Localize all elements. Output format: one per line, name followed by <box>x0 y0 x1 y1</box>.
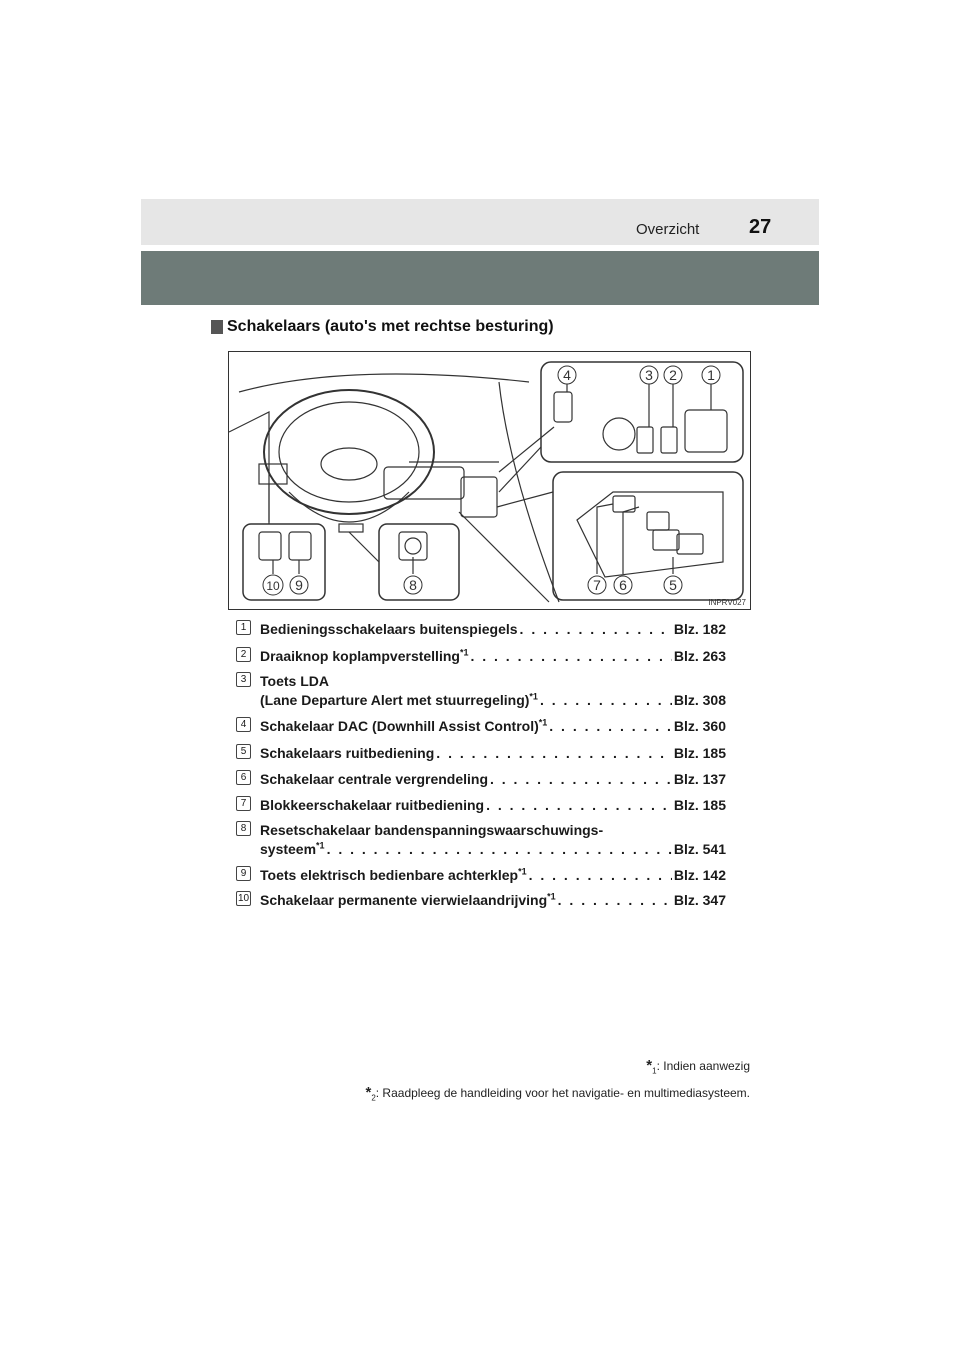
header-band <box>141 199 819 245</box>
list-item <box>236 672 726 710</box>
callout-2 <box>664 366 682 384</box>
svg-text:4: 4 <box>563 367 571 383</box>
svg-text:10: 10 <box>266 579 280 593</box>
dashboard-drawing <box>229 352 750 609</box>
list-item <box>236 770 726 789</box>
leader-dots <box>490 770 672 789</box>
page-reference: Blz. 185 <box>673 745 726 761</box>
item-label: Bedieningsschakelaars buitenspiegels <box>260 621 518 637</box>
item-label: Toets LDA <box>260 673 329 689</box>
leader-dots <box>529 866 672 885</box>
svg-text:7: 7 <box>593 577 601 593</box>
section-heading <box>211 318 554 336</box>
footnote-ref: *1 <box>547 891 556 902</box>
page-reference: Blz. 541 <box>673 841 726 857</box>
item-number-badge: 6 <box>236 770 251 785</box>
item-number-badge: 5 <box>236 744 251 759</box>
footnote-ref: *1 <box>316 840 325 851</box>
item-number-badge: 2 <box>236 647 251 662</box>
heading-square-icon <box>211 320 223 334</box>
callout-5 <box>664 576 682 594</box>
svg-text:8: 8 <box>409 577 417 593</box>
list-item <box>236 821 726 859</box>
leader-dots <box>549 717 672 736</box>
page-reference: Blz. 185 <box>673 797 726 813</box>
chapter-bar <box>141 251 819 305</box>
list-item <box>236 744 726 763</box>
svg-text:1: 1 <box>707 367 715 383</box>
footnote-ref: *1 <box>529 691 538 702</box>
svg-text:5: 5 <box>669 577 677 593</box>
list-item <box>236 796 726 815</box>
footnote-ref: *1 <box>538 717 548 728</box>
leader-dots <box>436 744 672 763</box>
list-item <box>236 866 726 885</box>
page-reference: Blz. 142 <box>673 867 726 883</box>
list-item <box>236 891 726 910</box>
callout-4 <box>558 366 576 384</box>
item-label: Schakelaar permanente vierwielaandrijving$^{*1}$ <box>260 891 556 908</box>
callout-8 <box>404 576 422 594</box>
item-number-badge: 1 <box>236 620 251 635</box>
item-number-badge: 7 <box>236 796 251 811</box>
svg-text:2: 2 <box>669 367 677 383</box>
page-reference: Blz. 137 <box>673 771 726 787</box>
leader-dots <box>540 691 672 710</box>
page-number: 27 <box>749 216 772 238</box>
page-reference: Blz. 360 <box>673 718 726 734</box>
item-number-badge: 8 <box>236 821 251 836</box>
leader-dots <box>486 796 672 815</box>
item-label: Schakelaar DAC (Downhill Assist Control)$^{*1}$ <box>260 717 548 734</box>
svg-text:6: 6 <box>619 577 627 593</box>
list-item <box>236 647 726 666</box>
item-label: (Lane Departure Alert met stuurregeling)$^{*1}$ <box>260 691 538 708</box>
svg-text:9: 9 <box>295 577 303 593</box>
list-item <box>236 717 726 736</box>
figure-code: INPRV027 <box>708 598 746 607</box>
switches-illustration <box>228 351 751 610</box>
item-number-badge: 4 <box>236 717 251 732</box>
callout-6 <box>614 576 632 594</box>
leader-dots <box>520 620 672 639</box>
callout-7 <box>588 576 606 594</box>
item-label: Schakelaar centrale vergrendeling <box>260 771 488 787</box>
item-label: Resetschakelaar bandenspanningswaarschuwings- <box>260 822 604 838</box>
leader-dots <box>470 647 671 666</box>
item-label: Schakelaars ruitbediening <box>260 745 435 761</box>
svg-text:3: 3 <box>645 367 653 383</box>
page-reference: Blz. 182 <box>673 621 726 637</box>
leader-dots <box>558 891 672 910</box>
item-label: Toets elektrisch bedienbare achterklep$^{*1}$ <box>260 866 527 883</box>
page-reference: Blz. 263 <box>673 648 726 664</box>
item-number-badge: 9 <box>236 866 251 881</box>
footnote-ref: *1 <box>459 647 469 658</box>
callout-9 <box>290 576 308 594</box>
footnote: $*_1$: Indien aanwezig <box>646 1057 750 1076</box>
list-item <box>236 620 726 639</box>
item-label: Draaiknop koplampverstelling$^{*1}$ <box>260 647 469 664</box>
callout-3 <box>640 366 658 384</box>
callout-1 <box>702 366 720 384</box>
footnotes <box>365 1055 750 1110</box>
item-label: Blokkeerschakelaar ruitbediening <box>260 797 485 813</box>
section-label: Overzicht <box>636 221 700 238</box>
page-reference: Blz. 308 <box>673 692 726 708</box>
leader-dots <box>327 840 672 859</box>
section-heading-text: Schakelaars (auto's met rechtse besturing) <box>227 318 554 335</box>
footnote: $*_2$: Raadpleeg de handleiding voor het navigatie- en multimediasysteem. <box>365 1084 750 1103</box>
item-label: systeem$^{*1}$ <box>260 840 325 857</box>
footnote-ref: *1 <box>518 866 527 877</box>
page-reference: Blz. 347 <box>673 892 726 908</box>
item-number-badge: 3 <box>236 672 251 687</box>
callout-10 <box>263 575 283 595</box>
item-number-badge: 10 <box>237 893 250 904</box>
